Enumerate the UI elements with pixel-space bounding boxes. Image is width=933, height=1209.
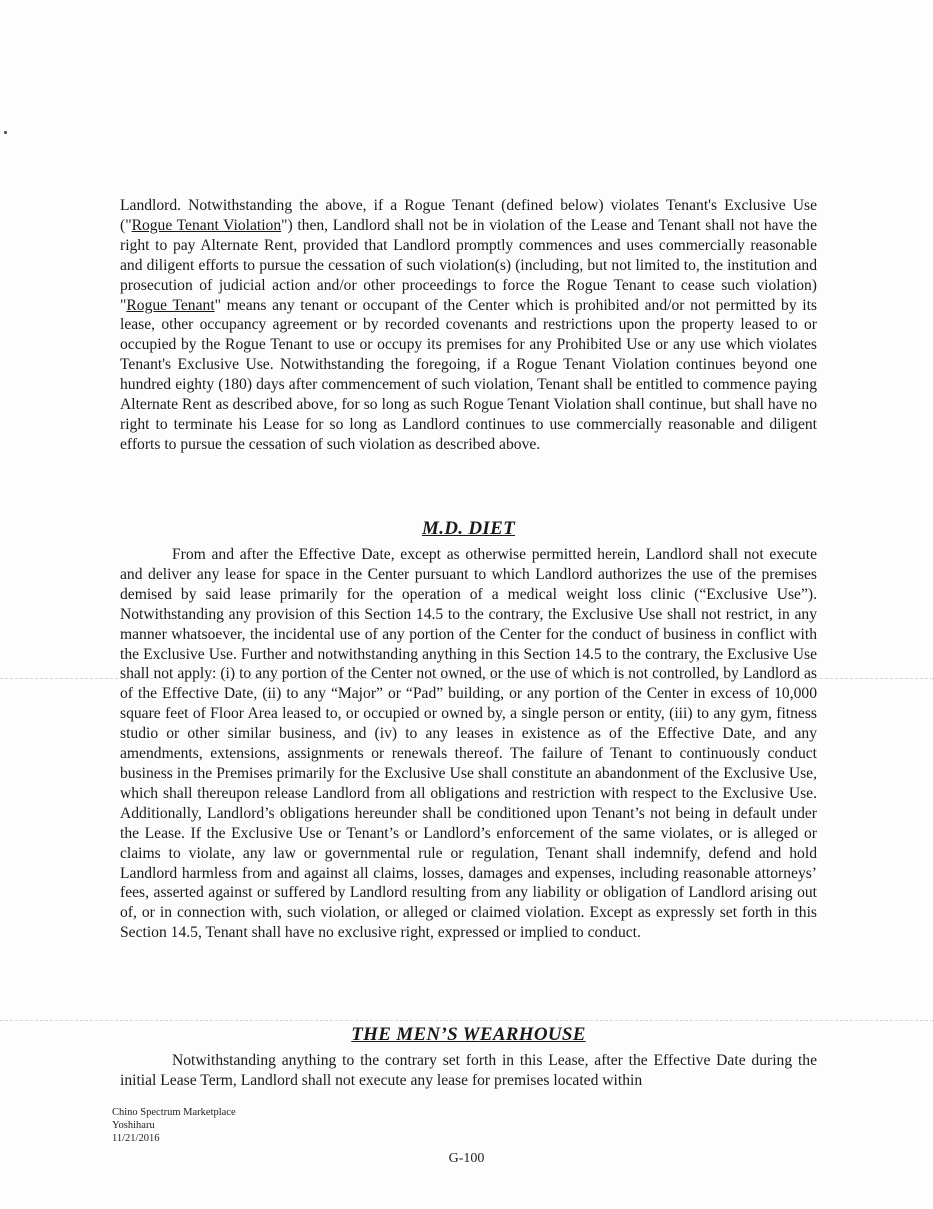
rogue-tenant-paragraph (120, 196, 817, 455)
section-heading-mens-wearhouse: THE MEN’S WEARHOUSE (351, 1024, 586, 1045)
defined-term-rogue-tenant-violation: Rogue Tenant Violation (131, 216, 282, 234)
mens-wearhouse-paragraph: Notwithstanding anything to the contrary set forth in this Lease, after the Effective Date during the initial Lease Term, Landlord shall not execute any lease for premises located within (120, 1052, 817, 1089)
scan-speck (4, 131, 7, 134)
md-diet-paragraph: From and after the Effective Date, except as otherwise permitted herein, Landlord shall not execute and deliver any lease for space in the Center pursuant to which Landlord authorizes the use of the premises demised by said lease primarily for the operation of a medical weight loss clinic (“Exclusive Use”). Notwithstanding any provision of this Section 14.5 to the contrary, the Exclusive Use shall not restrict, in any manner whatsoever, the incidental use of any portion of the Center for the conduct of business in conflict with the Exclusive Use. Further and notwithstanding anything in this Section 14.5 to the contrary, the Exclusive Use shall not apply: (i) to any portion of the Center not owned, or the use of which is not controlled, by Landlord as of the Effective Date, (ii) to any “Major” or “Pad” building, or any portion of the Center in excess of 10,000 square feet of Floor Area leased to, or occupied or owned by, a single person or entity, (iii) to any gym, fitness studio or other similar business, and (iv) to any leases in existence as of the Effective Date, and any amendments, extensions, assignments or renewals thereof. The failure of Tenant to continuously conduct business in the Premises primarily for the Exclusive Use shall constitute an abandonment of the Exclusive Use, which shall thereupon release Landlord from all obligations and restriction with respect to the Exclusive Use. Additionally, Landlord’s obligations hereunder shall be conditioned upon Tenant’s not being in default under the Lease. If the Exclusive Use or Tenant’s or Landlord’s enforcement of the same violates, or is alleged or claims to violate, any law or governmental rule or regulation, Tenant shall indemnify, defend and hold Landlord harmless from and against all claims, losses, damages and expenses, including reasonable attorneys’ fees, asserted against or suffered by Landlord resulting from any liability or obligation of Landlord arising out of, or in connection with, such violation, or alleged or claimed violation. Except as expressly set forth in this Section 14.5, Tenant shall have no exclusive right, expressed or implied to conduct. (120, 546, 817, 942)
page-number: G-100 (448, 1151, 485, 1166)
footer-tenant-name: Yoshiharu (112, 1120, 155, 1131)
section-heading-md-diet: M.D. DIET (422, 518, 515, 539)
footer-project-name: Chino Spectrum Marketplace (112, 1107, 236, 1118)
paragraph-text: Landlord. Notwithstanding the above, if a Rogue Tenant (defined below) violates Tenant's Exclusive Use (" (120, 197, 817, 234)
paragraph-text: " means any tenant or occupant of the Center which is prohibited and/or not permitted by its lease, other occupancy agreement or by recorded covenants and restrictions upon the property leased to or occupied by the Rogue Tenant to use or occupy its premises for any Prohibited Use or any use which violates Tenant's Exclusive Use. Notwithstanding the foregoing, if a Rogue Tenant Violation continues beyond one hundred eighty (180) days after commencement of such violation, Tenant shall be entitled to commence paying Alternate Rent as described above, for so long as such Rogue Tenant Violation shall continue, but shall have no right to terminate his Lease for so long as Landlord continues to use commercially reasonable and diligent efforts to pursue the cessation of such violation as described above. (120, 296, 817, 453)
document-footer (112, 1106, 236, 1145)
paragraph-text: ") then, Landlord shall not be in violation of the Lease and Tenant shall not have the right to pay Alternate Rent, provided that Landlord promptly commences and uses commercially reasonable and diligent efforts to pursue the cessation of such violation(s) (including, but not limited to, the institution and prosecution of judicial action and/or other proceedings to force the Rogue Tenant to cease such violation) " (120, 216, 817, 314)
footer-date: 11/21/2016 (112, 1133, 160, 1144)
scan-fold-line (0, 1020, 933, 1021)
defined-term-rogue-tenant: Rogue Tenant (126, 296, 215, 314)
